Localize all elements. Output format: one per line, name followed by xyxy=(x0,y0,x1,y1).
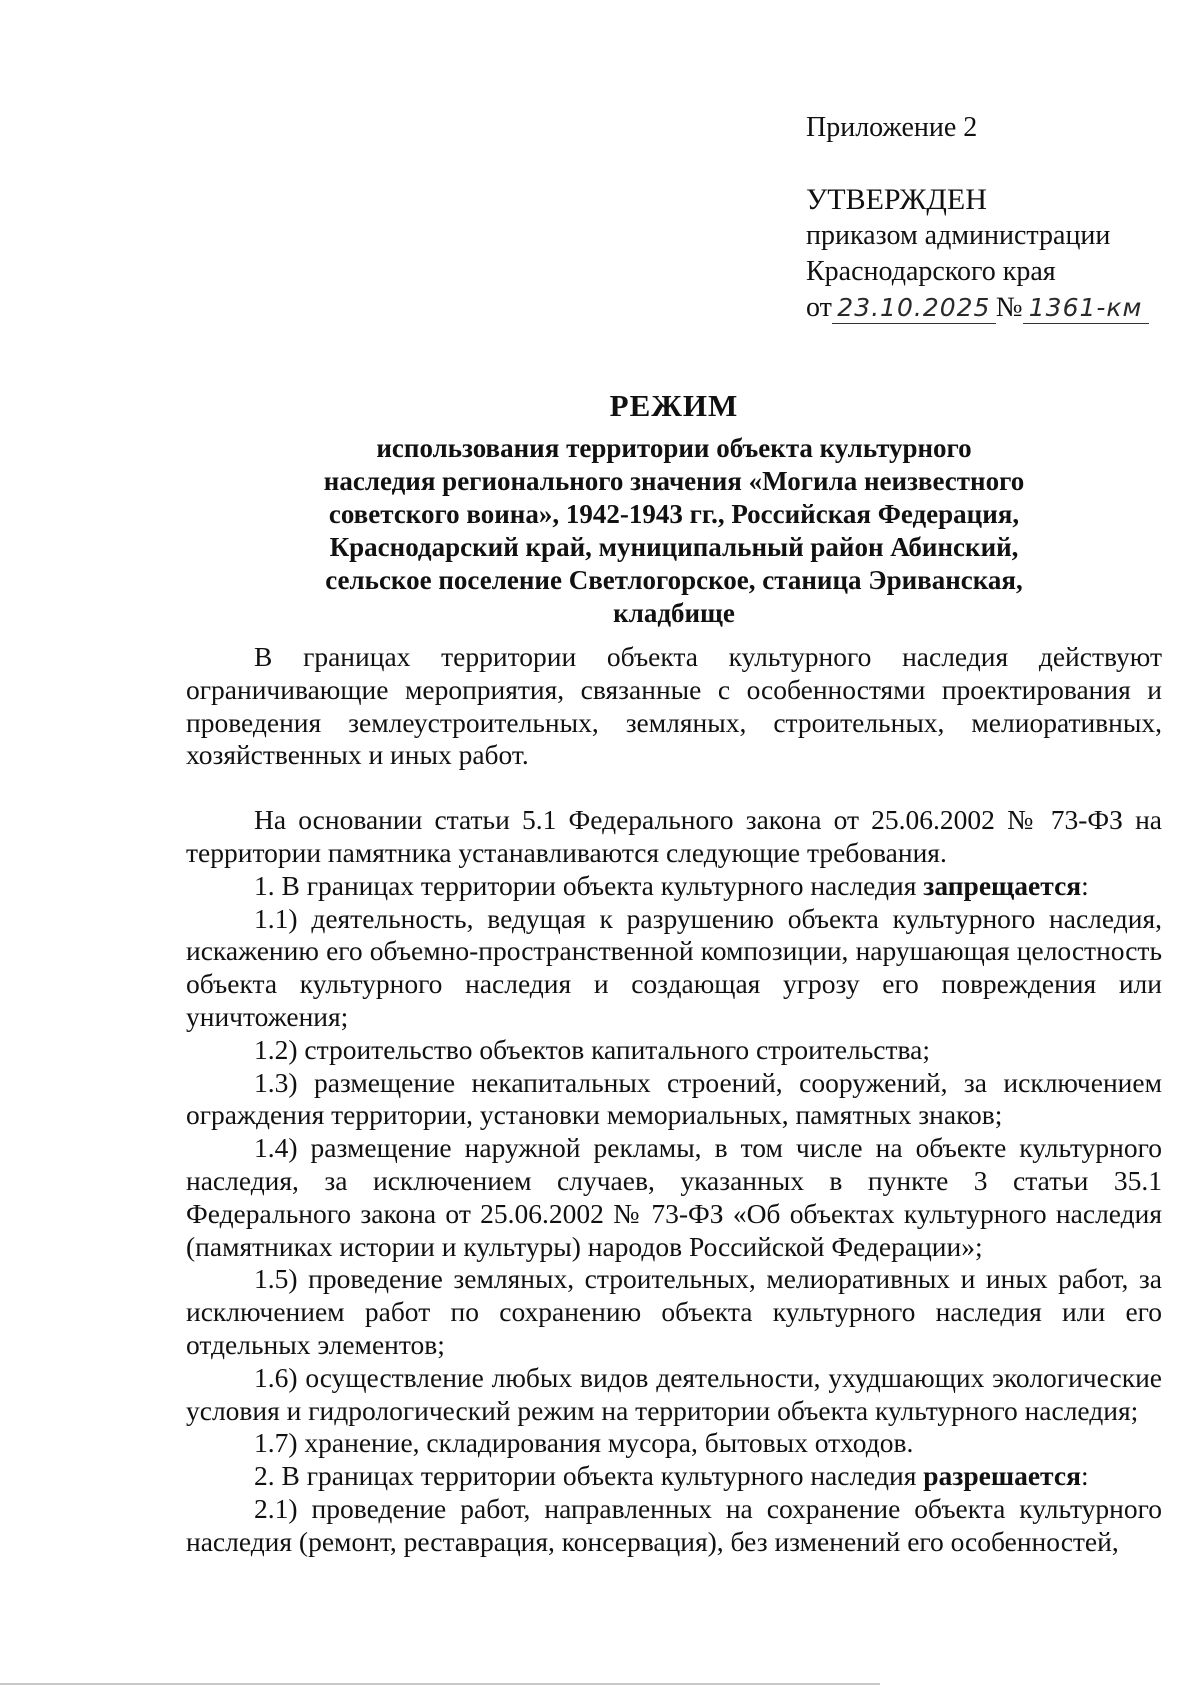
prohibited-heading-text: 1. В границах территории объекта культурного наследия xyxy=(254,869,924,901)
subtitle-line: использования территории объекта культурного xyxy=(376,433,972,463)
document-subtitle xyxy=(186,432,1162,630)
intro-paragraph: В границах территории объекта культурного наследия действуют ограничивающие мероприятия, связанные с особенностями проектирования и проведения землеустроительных, земляных, строительных, мелиоративных, хозяйственных и иных работ. xyxy=(186,641,1162,771)
handwritten-date: 23.10.2025 xyxy=(832,293,996,324)
prohibited-heading-colon: : xyxy=(1081,869,1089,901)
prohibited-keyword: запрещается xyxy=(923,869,1082,901)
document-title: РЕЖИМ xyxy=(609,388,739,423)
item-1-2: 1.2) строительство объектов капитального строительства; xyxy=(254,1033,930,1065)
approval-block xyxy=(806,110,1186,326)
permitted-heading-colon: : xyxy=(1080,1460,1089,1492)
basis-paragraph: На основании статьи 5.1 Федерального закона от 25.06.2002 № 73-ФЗ на территории памятника устанавливаются следующие требования. xyxy=(186,804,1162,868)
subtitle-line: сельское поселение Светлогорское, станица Эриванская, xyxy=(325,565,1023,595)
item-1-6: 1.6) осуществление любых видов деятельности, ухудшающих экологические условия и гидрологический режим на территории объекта культурного наследия; xyxy=(186,1361,1162,1426)
scan-edge-line xyxy=(0,1683,880,1685)
approved-heading: УТВЕРЖДЕН xyxy=(806,183,987,216)
item-1-5: 1.5) проведение земляных, строительных, мелиоративных и иных работ, за исключением работ по сохранению объекта культурного наследия или его отдельных элементов; xyxy=(186,1263,1162,1360)
number-label: № xyxy=(995,292,1023,323)
approval-date-number-line xyxy=(806,290,1186,326)
item-1-1: 1.1) деятельность, ведущая к разрушению объекта культурного наследия, искажению его объемно-пространственной композиции, нарушающая целостность объекта культурного наследия и создающая угрозу его повреждения или уничтожения; xyxy=(186,902,1162,1032)
subtitle-line: кладбище xyxy=(613,598,735,628)
appendix-label: Приложение 2 xyxy=(806,112,978,143)
subtitle-line: советского воина», 1942-1943 гг., Российская Федерация, xyxy=(328,499,1020,529)
approval-line-2: Краснодарского края xyxy=(806,256,1056,287)
document-title-block xyxy=(186,386,1162,630)
subtitle-line: Краснодарский край, муниципальный район Абинский, xyxy=(329,532,1019,562)
permitted-heading-text: 2. В границах территории объекта культурного наследия xyxy=(254,1460,924,1492)
permitted-heading xyxy=(186,1460,1162,1493)
document-body xyxy=(186,641,1162,1559)
permitted-keyword: разрешается xyxy=(923,1460,1081,1492)
handwritten-number: 1361-км xyxy=(1023,293,1149,324)
approval-line-1: приказом администрации xyxy=(806,220,1111,251)
item-2-1: 2.1) проведение работ, направленных на сохранение объекта культурного наследия (ремонт, реставрация, консервация), без изменений его особенностей, xyxy=(186,1492,1162,1557)
from-label: от xyxy=(806,292,832,323)
prohibited-heading xyxy=(186,870,1162,903)
item-1-7: 1.7) хранение, складирования мусора, бытовых отходов. xyxy=(254,1427,914,1459)
item-1-4: 1.4) размещение наружной рекламы, в том числе на объекте культурного наследия, за исключением случаев, указанных в пункте 3 статьи 35.1 Федерального закона от 25.06.2002 № 73-ФЗ «Об объектах культурного наследия (памятниках истории и культуры) народов Российской Федерации»; xyxy=(186,1132,1162,1262)
item-1-3: 1.3) размещение некапитальных строений, сооружений, за исключением ограждения территории, установки мемориальных, памятных знаков; xyxy=(186,1066,1162,1131)
subtitle-line: наследия регионального значения «Могила неизвестного xyxy=(323,466,1025,496)
